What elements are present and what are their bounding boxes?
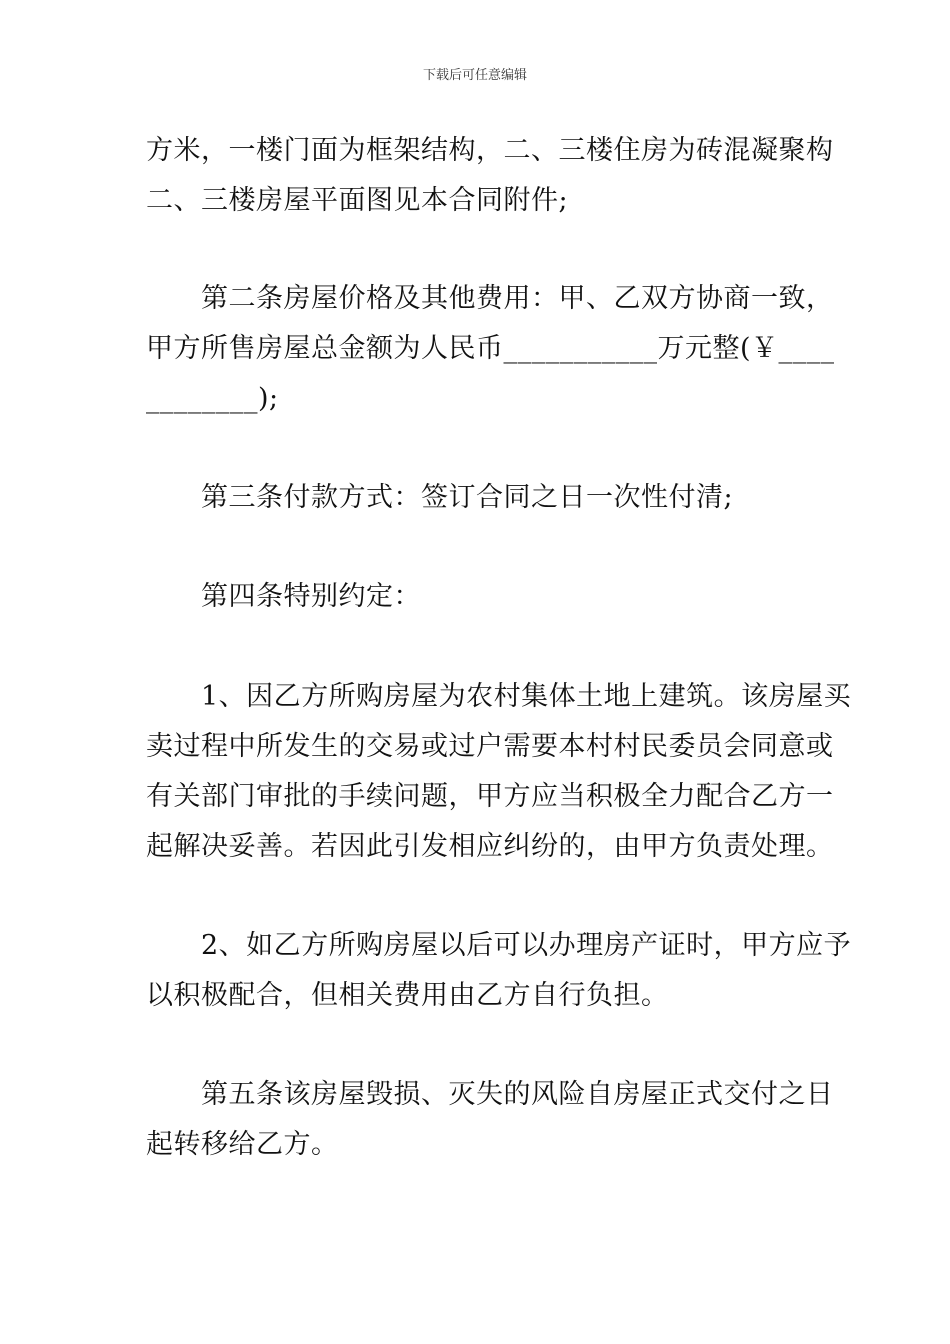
text-line: ________); xyxy=(146,383,279,414)
text-line: 2、如乙方所购房屋以后可以办理房产证时，甲方应予 xyxy=(146,930,852,961)
text-line: 1、因乙方所购房屋为农村集体土地上建筑。该房屋买 xyxy=(146,681,852,712)
text-line: 方米，一楼门面为框架结构，二、三楼住房为砖混凝聚构 xyxy=(146,135,834,166)
text-line: 二、三楼房屋平面图见本合同附件; xyxy=(146,185,569,216)
text-line: 起转移给乙方。 xyxy=(146,1129,339,1160)
text-line: 第四条特别约定： xyxy=(146,581,421,612)
text-line: 第二条房屋价格及其他费用：甲、乙双方协商一致， xyxy=(146,283,834,314)
text-line: 以积极配合，但相关费用由乙方自行负担。 xyxy=(146,980,669,1011)
text-line: 有关部门审批的手续问题，甲方应当积极全力配合乙方一 xyxy=(146,781,834,812)
text-line: 起解决妥善。若因此引发相应纠纷的，由甲方负责处理。 xyxy=(146,831,834,862)
text-line: 甲方所售房屋总金额为人民币___________万元整(￥____ xyxy=(146,333,835,364)
page-header: 下载后可任意编辑 xyxy=(422,68,527,83)
text-line: 第五条该房屋毁损、灭失的风险自房屋正式交付之日 xyxy=(146,1079,834,1110)
text-line: 第三条付款方式：签订合同之日一次性付清; xyxy=(146,482,734,513)
text-line: 卖过程中所发生的交易或过户需要本村村民委员会同意或 xyxy=(146,731,834,762)
